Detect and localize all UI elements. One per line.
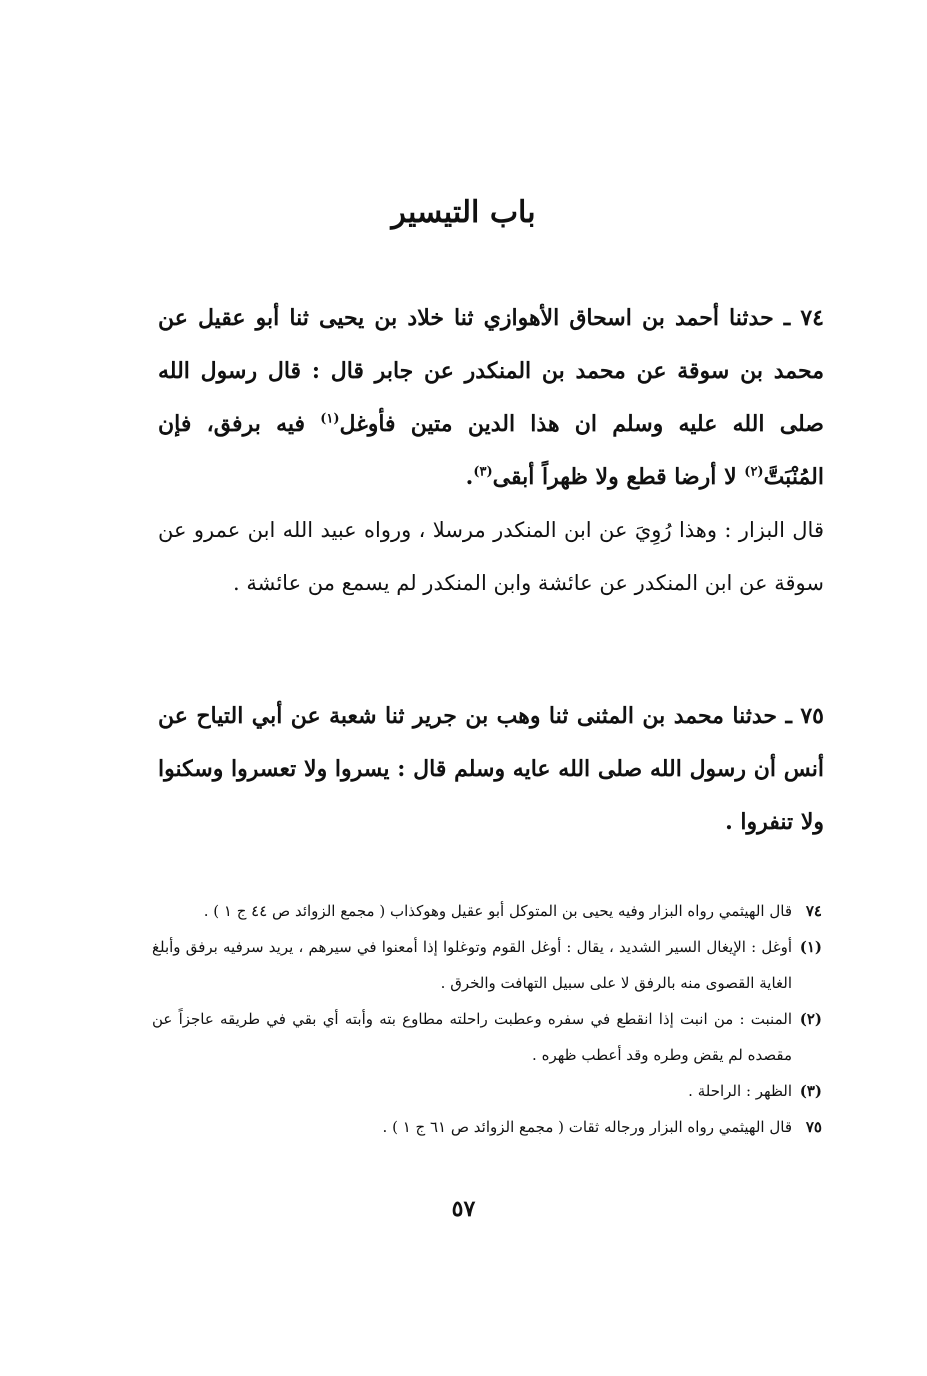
footnote-mark: (٣) <box>799 1082 822 1100</box>
hadith-75: ٧٥ ـ حدثنا محمد بن المثنى ثنا وهب بن جرير ثنا شعبة عن أبي التياح عن أنس أن رسول الله صلى الله عايه وسلم قال : يسروا ولا تعسروا وسكنوا ولا تنفروا . <box>158 703 824 835</box>
commentary-74: قال البزار : وهذا رُوِيَ عن ابن المنكدر مرسلا ، ورواه عبيد الله ابن عمرو عن سوقة عن ابن المنكدر عن عائشة وابن المنكدر لم يسمع من عائشة . <box>158 518 824 595</box>
hadith-74-end: . <box>465 464 474 490</box>
hadith-74-text: ٧٤ ـ حدثنا أحمد بن اسحاق الأهوازي ثنا خلاد بن يحيى ثنا أبو عقيل عن محمد بن سوقة عن محمد بن المنكدر عن جابر قال : قال رسول الله صلى الله عليه وسلم ان هذا الدين متين فأوغل <box>158 305 824 437</box>
footnote-ref-3: (٣) <box>473 464 493 480</box>
hadith-74-text-2: فيه برفق، فإن المُنْبَتَّ <box>158 411 824 490</box>
footnote-text: أوغل : الإيغال السير الشديد ، يقال : أوغل القوم وتوغلوا إذا أمعنوا في سيرهم ، يريد سرفيه برفق وأبلغ الغاية القصوى منه بالرفق لا على سبيل التهافت والخرق . <box>152 938 792 992</box>
footnote-mark: ٧٥ <box>805 1118 822 1136</box>
footnote-1 <box>152 929 822 1001</box>
footnote-74 <box>152 893 822 929</box>
footnote-text: قال الهيثمي رواه البزار ورجاله ثقات ( مجمع الزوائد ص ٦١ ج ١ ) . <box>382 1118 792 1136</box>
footnote-2 <box>152 1001 822 1073</box>
footnote-75 <box>152 1109 822 1145</box>
footnote-text: المنبت : من انبت إذا انقطع في سفره وعطبت راحلته مطاوع بته وأبته أي بقي في طريقه عاجزاً عن مقصده لم يقض وطره وقد أعطب ظهره . <box>152 1010 792 1064</box>
footnotes-section <box>152 893 822 1145</box>
chapter-title: باب التيسير <box>391 195 536 230</box>
hadith-74-text-3: لا أرضا قطع ولا ظهراً أبقى <box>492 464 745 490</box>
footnote-mark: (٢) <box>799 1010 822 1028</box>
footnote-ref-2: (٢) <box>744 464 764 480</box>
page-number: ٥٧ <box>451 1196 476 1222</box>
footnote-text: قال الهيثمي رواه البزار وفيه يحيى بن المتوكل أبو عقيل وهوكذاب ( مجمع الزوائد ص ٤٤ ج ١ ) . <box>203 902 792 920</box>
hadith-74 <box>158 292 824 504</box>
footnote-3 <box>152 1073 822 1109</box>
footnote-ref-1: (١) <box>320 411 340 427</box>
footnote-text: الظهر : الراحلة . <box>688 1082 792 1100</box>
footnote-mark: ٧٤ <box>805 902 822 920</box>
footnote-mark: (١) <box>799 938 822 956</box>
